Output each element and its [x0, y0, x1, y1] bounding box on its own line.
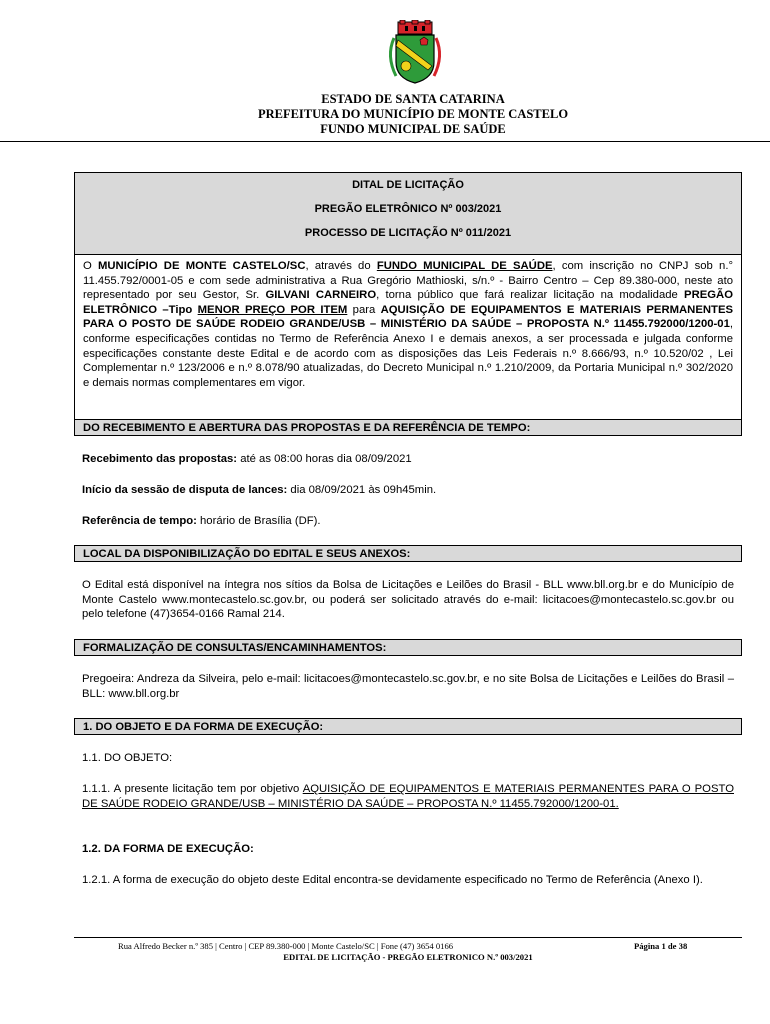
objeto-paragraph: [82, 782, 734, 811]
objeto-description: AQUISIÇÃO DE EQUIPAMENTOS E MATERIAIS PERMANENTES PARA O POSTO DE SAÚDE RODEIO GRANDE/USB – MINISTÉRIO DA SAÚDE – PROPOSTA N.º 11455.792000/1200-01.: [82, 783, 734, 810]
header-prefeitura: PREFEITURA DO MUNICÍPIO DE MONTE CASTELO: [257, 107, 569, 121]
formalizacao-text: Pregoeira: Andreza da Silveira, pelo e-mail: licitacoes@montecastelo.sc.gov.br, e no site Bolsa de Licitações e Leilões do Brasil – BLL: www.bll.org.br: [82, 673, 734, 700]
intro-gestor: GILVANI CARNEIRO: [265, 289, 377, 302]
recebimento-propostas: [82, 452, 734, 467]
intro-text: , através do: [305, 260, 377, 272]
intro-text: , com inscrição no CNPJ sob n.° 11.455.792/0001-05 e com sede administrativa a Rua Gregório Mathioski, s/n.º - Bairro Centro – Cep 89.380-000, neste ato representado por seu Gestor, Sr.: [83, 260, 733, 302]
referencia-tempo: [82, 514, 734, 529]
intro-modalidade: PREGÃO ELETRÔNICO –Tipo: [83, 289, 733, 316]
intro-fundo: FUNDO MUNICIPAL DE SAÚDE: [376, 260, 553, 272]
pregao-number: PREGÃO ELETRÔNICO Nº 003/2021: [314, 203, 502, 215]
coat-of-arms-icon: [384, 20, 446, 86]
page-number: Página 1 de 38: [634, 941, 688, 951]
section-local-heading: LOCAL DA DISPONIBILIZAÇÃO DO EDITAL E SEUS ANEXOS:: [74, 545, 742, 562]
intro-text: , conforme especificações contidas no Termo de Referência Anexo I e demais anexos, a ser processada e julgada conforme especificações constante deste Edital e de acordo com as disposições das Leis Federais n.º 8.666/93, n.º 10.520/02 , Lei Complementar n.º 123/2006 e n.º 8.078/90 atualizadas, do Decreto Municipal n.º 1.210/2009, da Portaria Municipal n.º 302/2020 e demais normas complementares em vigor.: [83, 318, 733, 389]
objeto-subtitle: 1.1. DO OBJETO:: [82, 752, 173, 764]
label: Referência de tempo:: [82, 515, 197, 527]
local-text: O Edital está disponível na íntegra nos sítios da Bolsa de Licitações e Leilões do Brasil - BLL www.bll.org.br e do Município de Monte Castelo www.montecastelo.sc.gov.br, ou poderá ser solicitado através do e-mail: licitacoes@montecastelo.sc.gov.br ou pelo telefone (47)3654-0166 Ramal 214.: [82, 579, 734, 621]
objeto-prefix: 1.1.1. A presente licitação tem por objetivo: [82, 783, 303, 795]
header-state: ESTADO DE SANTA CATARINA: [321, 92, 505, 106]
section-formalizacao-heading: FORMALIZAÇÃO DE CONSULTAS/ENCAMINHAMENTOS:: [74, 639, 742, 656]
header-rule: [0, 141, 770, 142]
value: horário de Brasília (DF).: [196, 515, 321, 527]
processo-number: PROCESSO DE LICITAÇÃO Nº 011/2021: [304, 227, 512, 239]
forma-execucao-text: 1.2.1. A forma de execução do objeto deste Edital encontra-se devidamente especificado no Termo de Referência (Anexo I).: [82, 874, 703, 886]
header-fundo: FUNDO MUNICIPAL DE SAÚDE: [320, 122, 506, 136]
intro-text: O: [83, 260, 98, 272]
intro-text: para: [347, 303, 381, 316]
footer-edital: EDITAL DE LICITAÇÃO - PREGÃO ELETRONICO N.º 003/2021: [283, 952, 533, 962]
label: Início da sessão de disputa de lances:: [82, 484, 288, 496]
inicio-sessao: [82, 483, 734, 498]
edital-title-box: [74, 172, 742, 255]
intro-text: , torna público que fará realizar licitação na modalidade: [376, 289, 685, 302]
forma-execucao-subtitle: 1.2. DA FORMA DE EXECUÇÃO:: [82, 843, 254, 855]
intro-objeto: AQUISIÇÃO DE EQUIPAMENTOS E MATERIAIS PERMANENTES PARA O POSTO DE SAÚDE RODEIO GRANDE/USB – MINISTÉRIO DA SAÚDE – PROPOSTA N.º 11455.792000/1200-01: [83, 303, 734, 331]
section-objeto-heading: 1. DO OBJETO E DA FORMA DE EXECUÇÃO:: [74, 718, 742, 735]
value: até as 08:00 horas dia 08/09/2021: [237, 453, 412, 465]
intro-tipo: MENOR PREÇO POR ITEM: [197, 303, 348, 316]
intro-box: [74, 254, 742, 420]
label: Recebimento das propostas:: [82, 453, 238, 465]
edital-title: DITAL DE LICITAÇÃO: [352, 179, 464, 191]
document-header: [0, 92, 770, 137]
section-recebimento-heading: DO RECEBIMENTO E ABERTURA DAS PROPOSTAS E DA REFERÊNCIA DE TEMPO:: [74, 419, 742, 436]
value: dia 08/09/2021 às 09h45min.: [287, 484, 437, 496]
footer-address: Rua Alfredo Becker n.º 385 | Centro | CEP 89.380-000 | Monte Castelo/SC | Fone (47) 3654 0166: [118, 941, 454, 951]
footer-rule: [74, 937, 742, 938]
intro-municipio: MUNICÍPIO DE MONTE CASTELO/SC: [97, 260, 306, 272]
